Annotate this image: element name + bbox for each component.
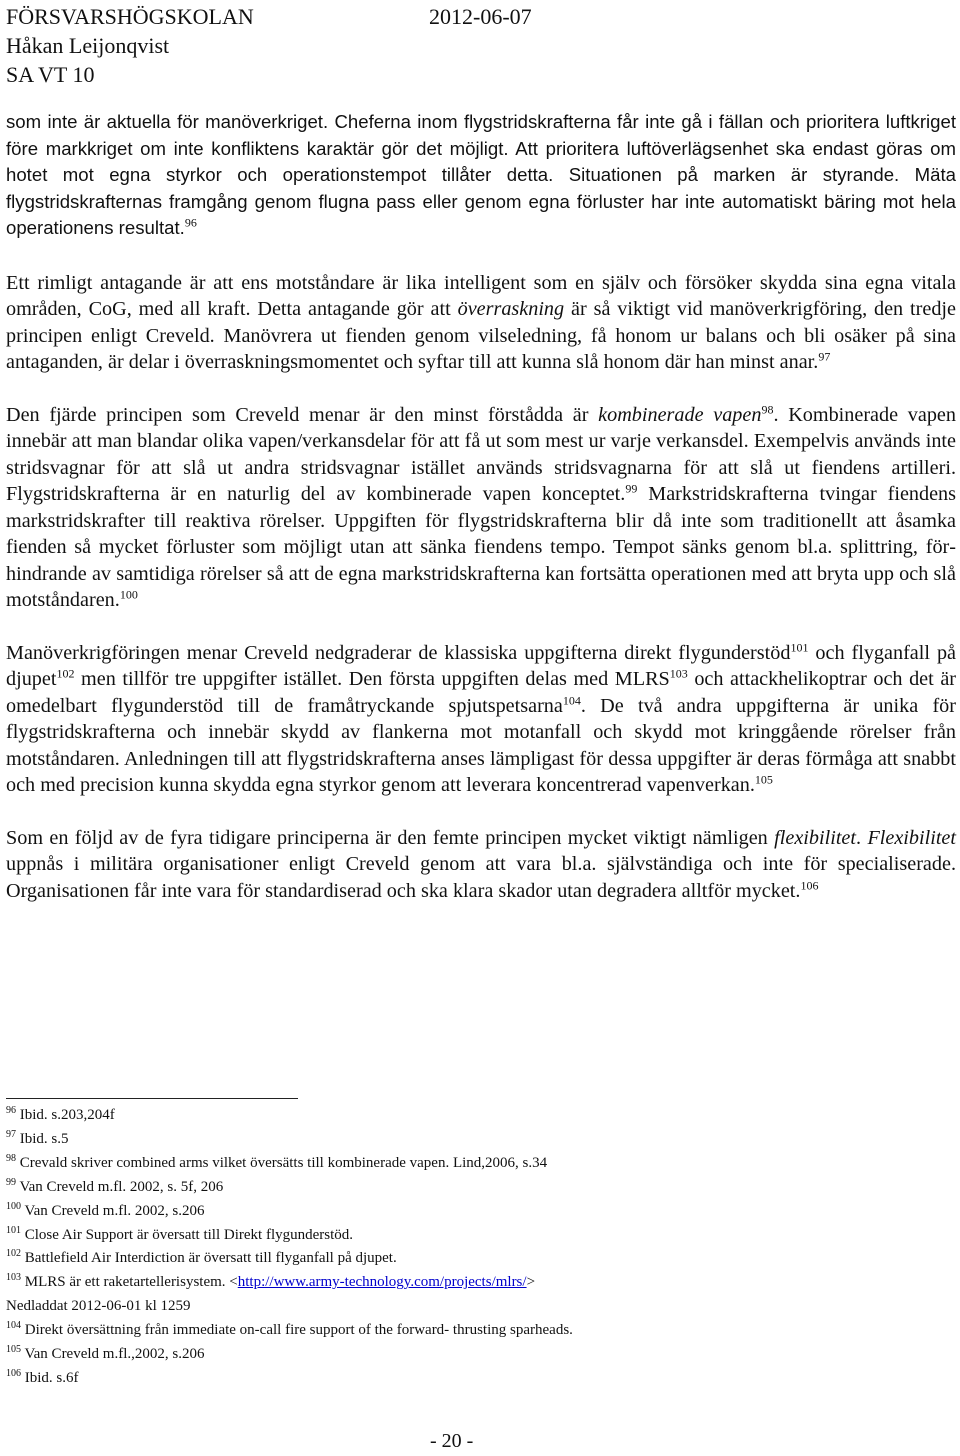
footnote: $^{99}$ Van Creveld m.fl. 2002, s. 5f, 206 xyxy=(6,1176,224,1195)
footnote: $^{98}$ Crevald skriver combined arms vilket översätts till kombinerade vapen. Lind,2006, s.34 xyxy=(6,1152,548,1171)
paragraph-1: som inte är aktuella för manöverkriget. Cheferna inom flygstridskrafterna får inte gå i fällan och prioritera luftkriget före markkriget om inte konfliktens karaktär gör det möjligt. Att prioritera luftöverlägsenhet ska endast göras om hotet mot egna styrkor och operationstempot tillåter detta. Situationen på marken är styrande. Mäta flygstridskrafternas framgång genom flugna pass eller genom egna förluster har inte automatiskt bäring mot hela operationens resultat.$^{96}$ xyxy=(6,111,956,238)
footnote: $^{96}$ Ibid. s.203,204f xyxy=(6,1105,115,1123)
footnote-ref-97[interactable]: 97 xyxy=(818,349,831,364)
paragraph-4: Manöverkrigföringen menar Creveld nedgraderar de klassiska uppgifterna direkt flygunderstöd$^{101}$ och flyganfall på djupet$^{102}$ men tillför tre uppgifter istället. Den första uppgiften delas med MLRS$^{103}$ och attackhelikoptrar och det är omedelbart flygunderstöd till de framåtryckande spjutspetsarna$^{104}$. De två andra uppgifterna är unika för flygstridskrafterna och innebär skydd av flankerna mot motanfall och skydd mot kringgående rörelser från motståndaren. Anledningen till att flygstridskrafterna anses lämpligast för dessa uppgifter är deras förmåga att snabbt och med precision kunna skydda egna styrkor genom att leverara koncentrerad vapenverkan.$^{105}$ xyxy=(6,639,956,796)
footnote-ref-105[interactable]: 105 xyxy=(754,772,773,787)
footnote-ref-96[interactable]: 96 xyxy=(184,215,197,230)
footnote-ref-98[interactable]: 98 xyxy=(761,401,774,416)
footnotes xyxy=(6,1104,956,1391)
emphasis-kombinerade-vapen: kombinerade vapen xyxy=(598,403,762,426)
footnote-ref-102[interactable]: 102 xyxy=(56,666,75,681)
footnote: $^{102}$ Battlefield Air Interdiction är översatt till flyganfall på djupet. xyxy=(6,1248,397,1267)
emphasis-flexibilitet: flexibilitet xyxy=(774,826,857,849)
paragraph-2: Ett rimligt antagande är att ens motståndare är lika intelligent som en själv och försöker skydda sina egna vitala områden, CoG, med all kraft. Detta antagande gör att överraskning är så viktigt vid manöverkrigföring, den tredje principen enligt Creveld. Manövrera ut fienden genom vilseledning, få honom ur balans och bli osäker på sina antaganden, är delar i överraskningsmomentet och syftar till att kunna slå honom där han minst anar.$^{97}$ xyxy=(6,271,956,373)
paragraph-3: Den fjärde principen som Creveld menar är den minst förstådda är kombinerade vapen$^{98}$. Kombinerade vapen innebär att man blandar olika vapen/verkansdelar för att få ut som mest ur varje verkansdel. Exempelvis används inte stridsvagnar för att slå ut andra stridsvagnar istället används stridsvagnarna för att slå ut fiendens artilleri. Flygstridskrafterna är en naturlig del av kombinerade vapen konceptet.$^{99}$ Markstridskrafterna tvingar fiendens markstridskrafter till reaktiva rörelser. Uppgiften för flygstridskrafterna blir då inte som traditionellt att åsamka fienden så mycket förluster som möjligt utan att sänka fiendens tempo. Tempot sänks genom bl.a. splittring, förhindrande av samtidiga rörelser så att de egna markstridskrafterna kan fortsätta operationen med att bryta upp och slå motståndaren.$^{100}$ xyxy=(6,401,956,611)
footnote: $^{101}$ Close Air Support är översatt till Direkt flygunderstöd. xyxy=(6,1224,354,1243)
paragraph-5: Som en följd av de fyra tidigare principerna är den femte principen mycket viktigt nämligen flexibilitet. Flexibilitet uppnås i militära organisationer enligt Creveld genom att vara bl.a. självständiga och inte för specialiserade. Organisationen får inte vara för standardiserad och ska klara skador utan degradera alltför mycket.$^{106}$ xyxy=(6,826,957,902)
page-number: - 20 - xyxy=(430,1430,474,1452)
footnote-ref-104[interactable]: 104 xyxy=(562,692,581,707)
body-text xyxy=(6,109,956,930)
header-date: 2012-06-07 xyxy=(429,4,532,29)
header-author: Håkan Leijonqvist xyxy=(6,33,170,58)
footnote: $^{103}$ MLRS är ett raketartellerisystem. <http://www.army-technology.com/projects/mlrs/> xyxy=(6,1272,536,1291)
footnote-ref-99[interactable]: 99 xyxy=(625,481,638,496)
header-course: SA VT 10 xyxy=(6,62,95,87)
footnote-separator xyxy=(6,1098,298,1099)
footnote-continuation: Nedladdat 2012-06-01 kl 1259 xyxy=(6,1298,191,1315)
mlrs-link[interactable]: http://www.army-technology.com/projects/mlrs/ xyxy=(237,1274,527,1291)
footnote: $^{105}$ Van Creveld m.fl.,2002, s.206 xyxy=(6,1344,205,1363)
header-school: FÖRSVARSHÖGSKOLAN xyxy=(6,4,254,29)
footnote: $^{100}$ Van Creveld m.fl. 2002, s.206 xyxy=(6,1200,205,1219)
page-header xyxy=(6,2,532,89)
emphasis-overraskning: överraskning xyxy=(457,298,565,320)
footnote: $^{106}$ Ibid. s.6f xyxy=(6,1367,79,1386)
emphasis-flexibilitet-2: Flexibilitet xyxy=(867,826,957,849)
footnote-ref-101[interactable]: 101 xyxy=(790,639,809,654)
footnote-ref-100[interactable]: 100 xyxy=(119,587,138,602)
footnote-ref-106[interactable]: 106 xyxy=(800,877,819,892)
footnote: $^{97}$ Ibid. s.5 xyxy=(6,1128,69,1147)
footnote: $^{104}$ Direkt översättning från immediate on-call fire support of the forward- thrusting sparheads. xyxy=(6,1320,573,1339)
footnote-ref-103[interactable]: 103 xyxy=(669,666,688,681)
